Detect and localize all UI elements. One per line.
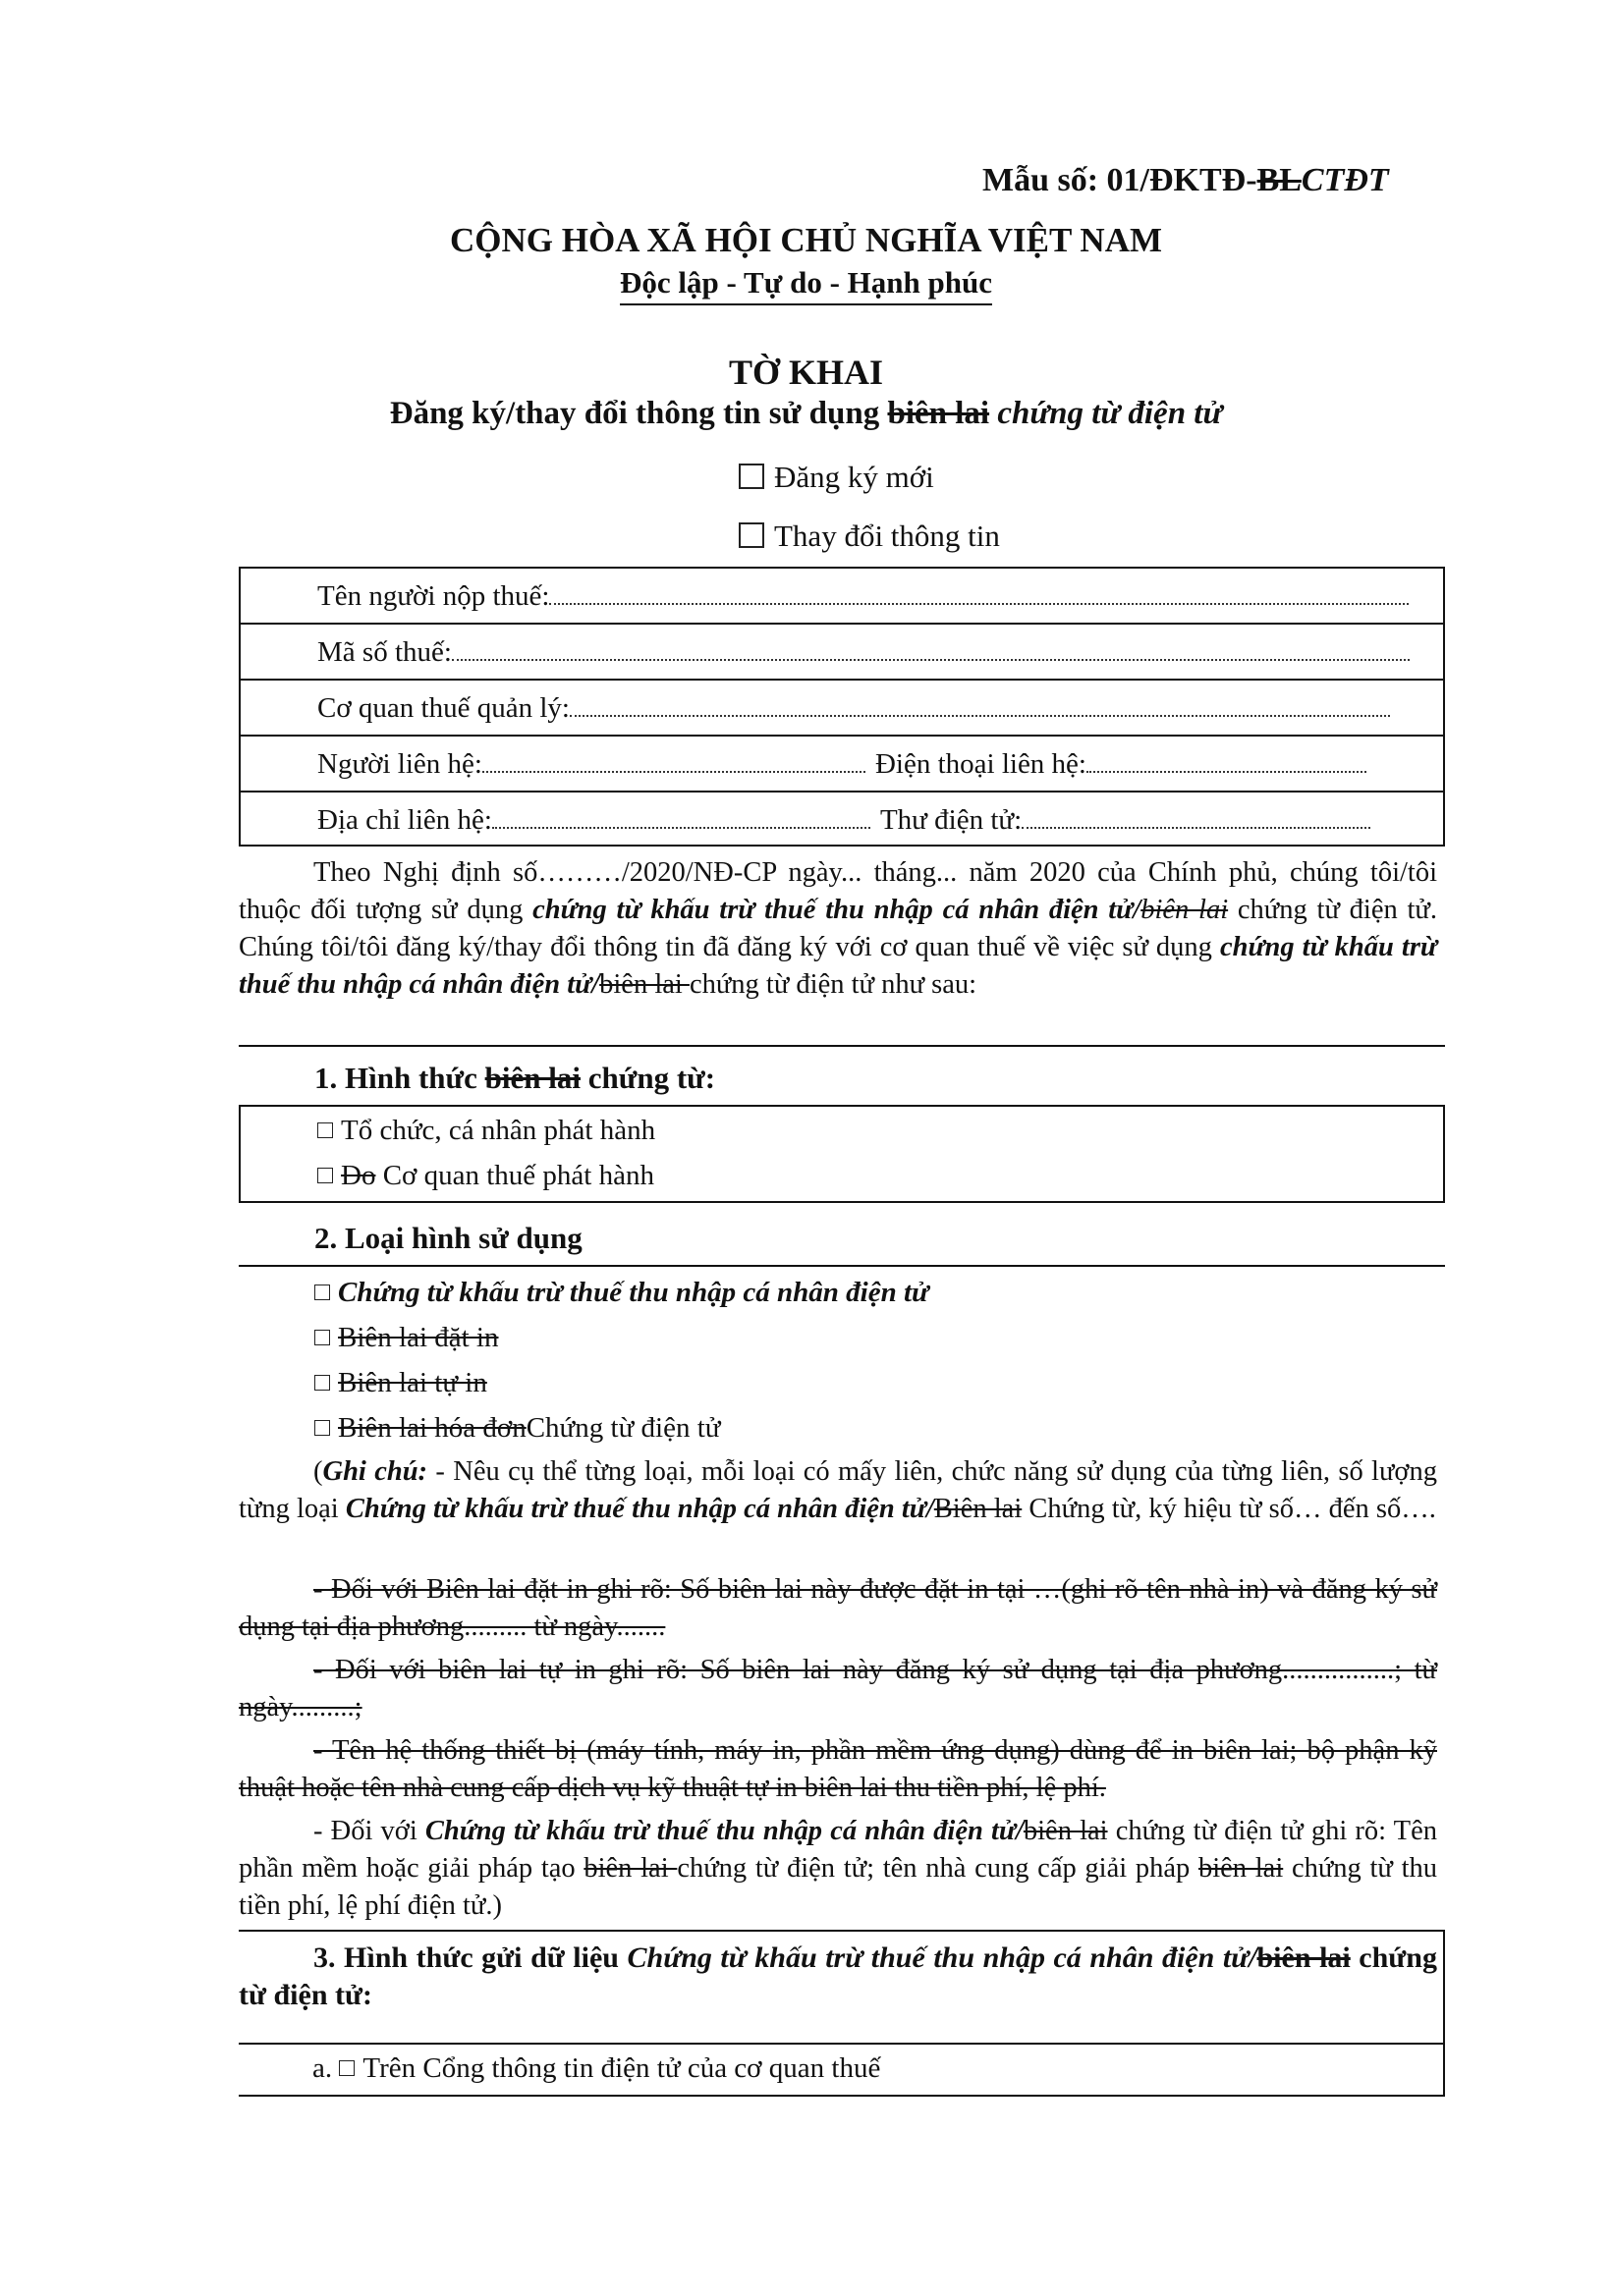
option-change[interactable]: Thay đổi thông tin [739,519,1000,554]
nation-title: CỘNG HÒA XÃ HỘI CHỦ NGHĨA VIỆT NAM [449,221,1163,259]
checkbox-icon[interactable] [739,464,764,489]
section-1-box [239,1105,1445,1203]
checkbox-icon[interactable] [739,522,764,548]
option-preprinted[interactable]: Biên lai đặt in [314,1322,499,1354]
checkbox-icon[interactable] [314,1330,330,1345]
divider [239,1265,1445,1267]
divider [239,2095,1445,2097]
option-org-issue[interactable]: Tổ chức, cá nhân phát hành [317,1115,655,1147]
row-tax-office[interactable]: Cơ quan thuế quản lý: [241,681,1443,737]
note-self-printed: - Đối với biên lai tự in ghi rõ: Số biên lai này đăng ký sử dụng tại địa phương................; từ ngày.........; [239,1655,1437,1722]
option-register[interactable]: Đăng ký mới [739,460,934,495]
intro-paragraph: Theo Nghị định số………/2020/NĐ-CP ngày... tháng... năm 2020 của Chính phủ, chúng tôi/tôi thuộc đối tượng sử dụng chứng từ khấu trừ thuế thu nhập cá nhân điện tử/biên lai chứng từ điện tử. Chúng tôi/tôi đăng ký/thay đổi thông tin đã đăng ký với cơ quan thuế về việc sử dụng chứng từ khấu trừ thuế thu nhập cá nhân điện tử/biên lai chứng từ điện tử như sau: [239,857,1437,1000]
row-contact[interactable]: Người liên hệ: Điện thoại liên hệ: [241,737,1443,793]
note-preprinted: - Đối với Biên lai đặt in ghi rõ: Số biên lai này được đặt in tại …(ghi rõ tên nhà in) và đăng ký sử dụng tại địa phương......... từ ngày....... [239,1574,1437,1642]
section-1-title: 1. Hình thức biên lai chứng từ: [314,1061,716,1095]
divider [239,1045,1445,1047]
taxpayer-info-table [239,567,1445,847]
document-subtitle: Đăng ký/thay đổi thông tin sử dụng biên lai chứng từ điện tử [389,396,1223,431]
divider [239,1930,1445,1932]
section-3-title: 3. Hình thức gửi dữ liệu Chứng từ khấu trừ thuế thu nhập cá nhân điện tử/biên lai chứng từ điện tử: [239,1941,1437,2011]
option-e-document[interactable]: Biên lai hóa đơnChứng từ điện tử [314,1412,721,1445]
divider [1443,1930,1445,2097]
checkbox-icon[interactable] [317,1122,333,1138]
note-paragraph: (Ghi chú: - Nêu cụ thể từng loại, mỗi loại có mấy liên, chức năng sử dụng của từng liên, số lượng từng loại Chứng từ khấu trừ thuế thu nhập cá nhân điện tử/Biên lai Chứng từ, ký hiệu từ số… đến số…. [239,1456,1437,1524]
option-tax-portal[interactable]: a. Trên Cổng thông tin điện tử của cơ quan thuế [312,2052,881,2084]
checkbox-icon[interactable] [317,1168,333,1183]
checkbox-icon[interactable] [314,1375,330,1391]
checkbox-icon[interactable] [339,2060,355,2076]
motto: Độc lập - Tự do - Hạnh phúc [0,265,1612,301]
row-tax-code[interactable]: Mã số thuế: [241,625,1443,681]
form-number: Mẫu số: 01/ĐKTĐ-BLCTĐT [982,162,1389,198]
option-self-printed[interactable]: Biên lai tự in [314,1367,487,1399]
note-device: - Tên hệ thống thiết bị (máy tính, máy in, phần mềm ứng dụng) dùng để in biên lai; bộ phận kỹ thuật hoặc tên nhà cung cấp dịch vụ kỹ thuật tự in biên lai thu tiền phí, lệ phí. [239,1735,1437,1803]
note-e-document: - Đối với Chứng từ khấu trừ thuế thu nhập cá nhân điện tử/biên lai chứng từ điện tử ghi rõ: Tên phần mềm hoặc giải pháp tạo biên lai chứng từ điện tử; tên nhà cung cấp giải pháp biên lai chứng từ thu tiền phí, lệ phí điện tử.) [239,1816,1437,1921]
option-tax-office-issue[interactable]: Do Cơ quan thuế phát hành [317,1160,654,1192]
option-pit-certificate[interactable]: Chứng từ khấu trừ thuế thu nhập cá nhân điện tử [314,1277,928,1309]
checkbox-icon[interactable] [314,1420,330,1436]
document-title: TỜ KHAI [728,353,884,392]
checkbox-icon[interactable] [314,1285,330,1300]
divider [239,2043,1445,2045]
row-taxpayer-name[interactable]: Tên người nộp thuế: [241,569,1443,625]
row-address[interactable]: Địa chỉ liên hệ: Thư điện tử: [241,793,1443,848]
section-2-title: 2. Loại hình sử dụng [314,1221,583,1255]
